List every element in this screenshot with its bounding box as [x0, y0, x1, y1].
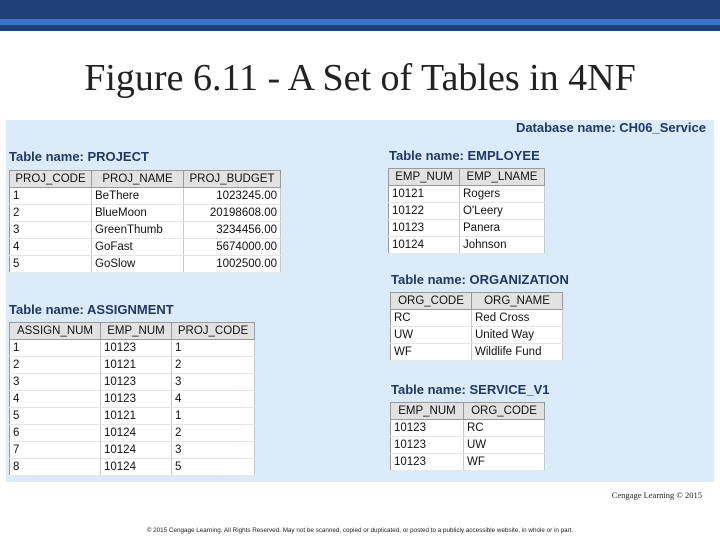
column-header: EMP_NUM	[101, 323, 172, 340]
cell: Wildlife Fund	[472, 344, 563, 361]
column-header: ORG_CODE	[464, 403, 545, 420]
cell: BlueMoon	[92, 205, 184, 222]
cell: 3	[10, 374, 101, 391]
cell: 1	[10, 188, 92, 205]
project-table	[9, 170, 281, 273]
cell: 4	[10, 239, 92, 256]
table-row	[389, 237, 545, 254]
cell: 5674000.00	[184, 239, 281, 256]
column-header: PROJ_BUDGET	[184, 171, 281, 188]
table-row	[389, 186, 545, 203]
database-panel	[6, 120, 714, 482]
cell: 3234456.00	[184, 222, 281, 239]
cell: BeThere	[92, 188, 184, 205]
cell: 10124	[389, 237, 460, 254]
organization-table-name: Table name: ORGANIZATION	[391, 272, 569, 287]
cell: UW	[391, 327, 472, 344]
cell: 3	[172, 374, 255, 391]
cell: GoFast	[92, 239, 184, 256]
cell: 10124	[101, 425, 172, 442]
image-credit: Cengage Learning © 2015	[611, 490, 702, 500]
cell: 3	[10, 222, 92, 239]
cell: 6	[10, 425, 101, 442]
cell: 5	[10, 256, 92, 273]
employee-table-name: Table name: EMPLOYEE	[389, 148, 540, 163]
cell: WF	[391, 344, 472, 361]
cell: 3	[172, 442, 255, 459]
database-name: Database name: CH06_Service	[515, 120, 706, 135]
cell: 2	[172, 357, 255, 374]
cell: Red Cross	[472, 310, 563, 327]
cell: 1023245.00	[184, 188, 281, 205]
cell: 10123	[389, 220, 460, 237]
column-header: ASSIGN_NUM	[10, 323, 101, 340]
cell: 10123	[101, 374, 172, 391]
table-row	[391, 310, 563, 327]
table-row	[10, 239, 281, 256]
cell: 20198608.00	[184, 205, 281, 222]
cell: 10123	[391, 454, 464, 471]
project-table-name: Table name: PROJECT	[9, 149, 149, 164]
cell: 1002500.00	[184, 256, 281, 273]
column-header: ORG_NAME	[472, 293, 563, 310]
column-header: ORG_CODE	[391, 293, 472, 310]
cell: 10123	[101, 391, 172, 408]
service-v1-table	[390, 402, 545, 471]
cell: Johnson	[460, 237, 545, 254]
cell: 1	[172, 340, 255, 357]
table-row	[389, 203, 545, 220]
cell: 2	[10, 357, 101, 374]
cell: O'Leery	[460, 203, 545, 220]
slide-title: Figure 6.11 - A Set of Tables in 4NF	[84, 57, 636, 99]
table-row	[10, 256, 281, 273]
cell: 10123	[391, 437, 464, 454]
table-row	[391, 420, 545, 437]
cell: 10124	[101, 459, 172, 476]
employee-table	[388, 168, 545, 254]
organization-table	[390, 292, 563, 361]
assignment-table-name: Table name: ASSIGNMENT	[9, 302, 174, 317]
table-row	[10, 222, 281, 239]
service-v1-table-name: Table name: SERVICE_V1	[391, 382, 550, 397]
table-row	[391, 454, 545, 471]
cell: Panera	[460, 220, 545, 237]
table-row	[10, 205, 281, 222]
table-row	[10, 340, 255, 357]
cell: RC	[464, 420, 545, 437]
table-row	[10, 374, 255, 391]
cell: UW	[464, 437, 545, 454]
cell: 4	[172, 391, 255, 408]
cell: 10123	[101, 340, 172, 357]
table-row	[10, 188, 281, 205]
table-row	[10, 459, 255, 476]
table-row	[391, 437, 545, 454]
table-row	[10, 357, 255, 374]
table-row	[10, 425, 255, 442]
cell: Rogers	[460, 186, 545, 203]
cell: 10122	[389, 203, 460, 220]
column-header: EMP_NUM	[391, 403, 464, 420]
table-row	[391, 344, 563, 361]
column-header: PROJ_NAME	[92, 171, 184, 188]
table-row	[10, 391, 255, 408]
cell: 8	[10, 459, 101, 476]
copyright-notice: © 2015 Cengage Learning. All Rights Reserved. May not be scanned, copied or duplicated, or posted to a publicly accessible website, in whole or in part.	[146, 527, 574, 534]
cell: United Way	[472, 327, 563, 344]
cell: 1	[172, 408, 255, 425]
cell: WF	[464, 454, 545, 471]
cell: 5	[10, 408, 101, 425]
table-row	[389, 220, 545, 237]
cell: 7	[10, 442, 101, 459]
column-header: EMP_LNAME	[460, 169, 545, 186]
cell: 1	[10, 340, 101, 357]
table-row	[10, 442, 255, 459]
cell: 10121	[389, 186, 460, 203]
cell: GreenThumb	[92, 222, 184, 239]
table-row	[391, 327, 563, 344]
assignment-table	[9, 322, 255, 476]
cell: 2	[10, 205, 92, 222]
cell: 10121	[101, 408, 172, 425]
cell: GoSlow	[92, 256, 184, 273]
table-row	[10, 408, 255, 425]
cell: 2	[172, 425, 255, 442]
top-banner	[0, 0, 720, 31]
cell: RC	[391, 310, 472, 327]
cell: 10123	[391, 420, 464, 437]
column-header: PROJ_CODE	[172, 323, 255, 340]
cell: 5	[172, 459, 255, 476]
banner-stripe	[0, 19, 720, 25]
column-header: PROJ_CODE	[10, 171, 92, 188]
column-header: EMP_NUM	[389, 169, 460, 186]
cell: 10121	[101, 357, 172, 374]
cell: 10124	[101, 442, 172, 459]
cell: 4	[10, 391, 101, 408]
